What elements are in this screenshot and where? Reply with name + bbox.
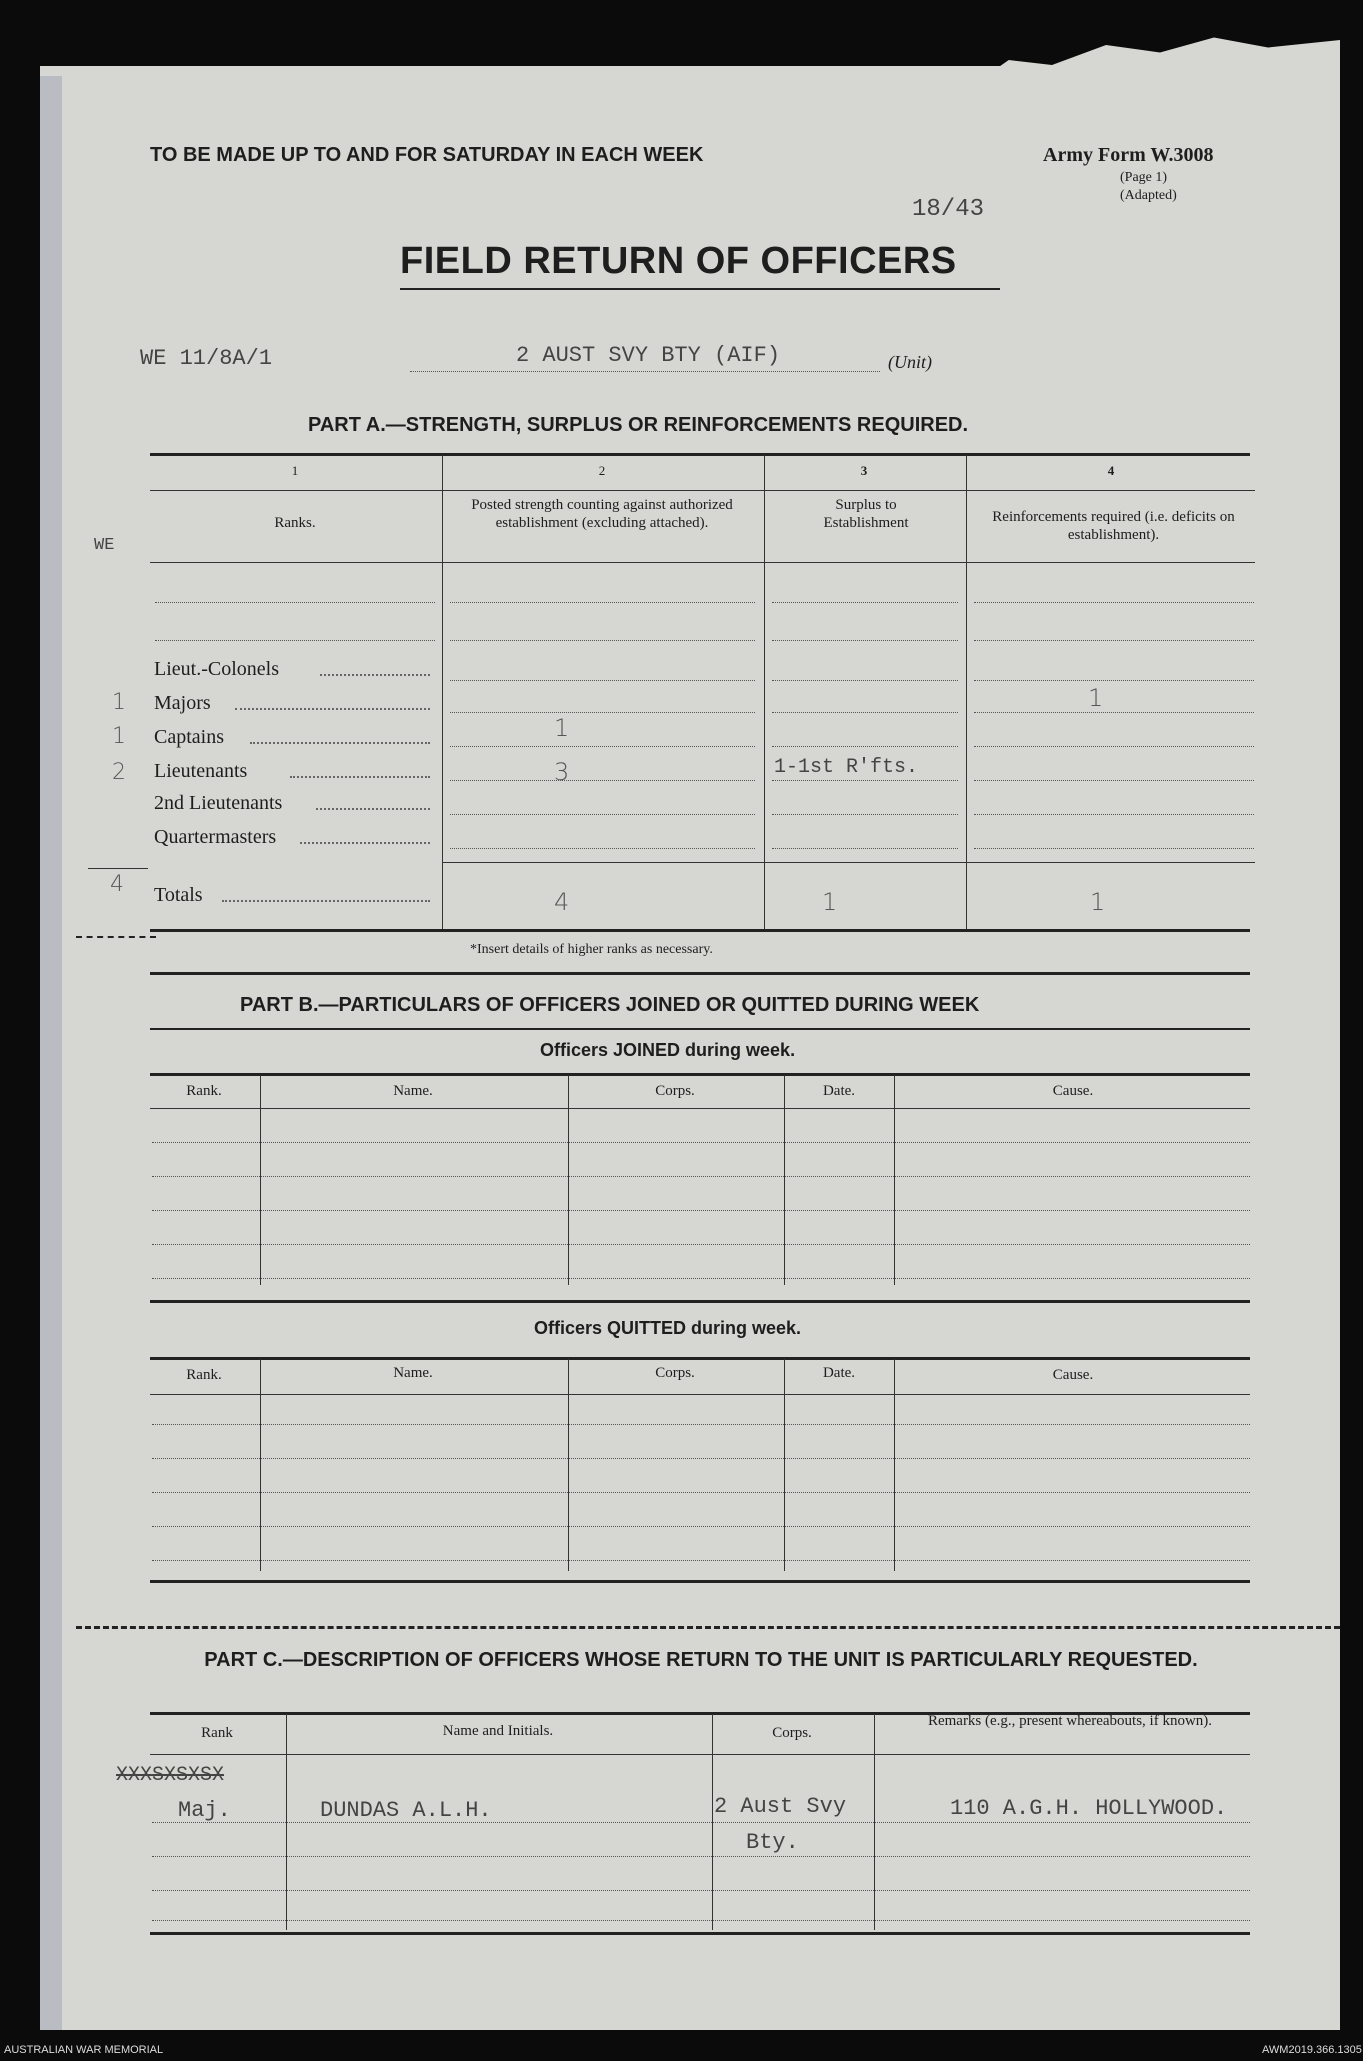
part-a-footnote: *Insert details of higher ranks as necessary. <box>470 942 713 957</box>
part-c-row-line <box>152 1920 1250 1921</box>
quitted-divider <box>894 1359 895 1571</box>
quitted-col-date: Date. <box>822 1365 856 1381</box>
rank-leader <box>250 742 430 744</box>
header-ranks: Ranks. <box>274 515 316 531</box>
title-underline <box>400 288 1000 290</box>
joined-divider <box>568 1075 569 1285</box>
quitted-row-line <box>152 1492 1250 1493</box>
blank-row-line <box>772 640 958 641</box>
margin-dash <box>76 936 156 938</box>
joined-heading: Officers JOINED during week. <box>540 1040 796 1060</box>
part-a-top-rule <box>150 453 1250 456</box>
row-line <box>772 680 958 681</box>
blank-row-line <box>155 602 435 603</box>
blank-row-line <box>772 602 958 603</box>
form-adapted: (Adapted) <box>1120 188 1177 203</box>
margin-we-label: WE <box>94 536 115 555</box>
joined-header-rule <box>150 1108 1250 1109</box>
quitted-col-corps: Corps. <box>655 1365 695 1381</box>
quitted-col-cause: Cause. <box>1052 1367 1094 1383</box>
row-line <box>974 746 1254 747</box>
entry-corps-line-1: 2 Aust Svy <box>714 1794 847 1819</box>
part-a-divider-2 <box>764 455 765 931</box>
joined-col-rank: Rank. <box>186 1083 222 1099</box>
joined-col-date: Date. <box>822 1083 856 1099</box>
quitted-top-rule <box>150 1357 1250 1360</box>
row-line <box>450 680 755 681</box>
quitted-divider <box>260 1359 261 1571</box>
archive-id: AWM2019.366.1305 <box>1262 2044 1362 2056</box>
joined-row-line <box>152 1244 1250 1245</box>
part-c-heading: PART C.—DESCRIPTION OF OFFICERS WHOSE RETURN TO THE UNIT IS PARTICULARLY REQUESTED. <box>204 1649 1198 1671</box>
row-line <box>772 780 958 781</box>
blank-row-line <box>974 602 1254 603</box>
quitted-divider <box>568 1359 569 1571</box>
col-number-4: 4 <box>1107 463 1115 478</box>
header-reinforcements: Reinforcements required (i.e. deficits on establishment). <box>992 509 1235 543</box>
blank-row-line <box>450 602 755 603</box>
quitted-col-name: Name. <box>393 1365 433 1381</box>
unit-dotted-line <box>410 371 880 372</box>
rank-label: Majors <box>154 692 211 714</box>
entry-remarks: 110 A.G.H. HOLLYWOOD. <box>950 1796 1228 1821</box>
quitted-row-line <box>152 1458 1250 1459</box>
joined-divider <box>894 1075 895 1285</box>
part-a-heading: PART A.—STRENGTH, SURPLUS OR REINFORCEMENTS REQUIRED. <box>308 414 969 436</box>
blank-row-line <box>974 640 1254 641</box>
posted-total: 4 <box>554 888 570 916</box>
joined-col-name: Name. <box>393 1083 433 1099</box>
quitted-header-rule <box>150 1394 1250 1395</box>
part-c-row-line <box>152 1822 1250 1823</box>
we-count: 2 <box>112 760 126 785</box>
totals-top-rule <box>442 862 1255 863</box>
part-b-heading-rule <box>150 1028 1250 1030</box>
row-line <box>772 848 958 849</box>
row-line <box>772 814 958 815</box>
joined-row-line <box>152 1176 1250 1177</box>
quitted-row-line <box>152 1424 1250 1425</box>
part-c-header-rule <box>150 1754 1250 1755</box>
we-count: 1 <box>112 724 126 749</box>
header-surplus: Surplus to Establishment <box>823 497 909 531</box>
blank-row-line <box>450 640 755 641</box>
we-reference: WE 11/8A/1 <box>140 346 273 371</box>
totals-leader <box>222 900 430 902</box>
joined-row-line <box>152 1142 1250 1143</box>
rank-leader <box>316 808 430 810</box>
entry-rank: Maj. <box>178 1798 231 1823</box>
joined-col-corps: Corps. <box>655 1083 695 1099</box>
row-line <box>974 848 1254 849</box>
quitted-col-rank: Rank. <box>186 1367 222 1383</box>
row-line <box>974 712 1254 713</box>
quitted-row-line <box>152 1526 1250 1527</box>
posted-value: 3 <box>554 758 570 786</box>
row-line <box>974 814 1254 815</box>
part-c-col-corps: Corps. <box>772 1725 812 1741</box>
reinforcements-total: 1 <box>1090 888 1106 916</box>
part-b-heading: PART B.—PARTICULARS OF OFFICERS JOINED OR QUITTED DURING WEEK <box>240 994 980 1016</box>
unit-label: (Unit) <box>888 352 932 372</box>
col-number-2: 2 <box>598 463 606 478</box>
rank-label: 2nd Lieutenants <box>154 792 283 814</box>
margin-total-rule <box>88 868 148 869</box>
rank-leader <box>300 842 430 844</box>
col-number-3: 3 <box>860 463 868 478</box>
torn-edge <box>980 30 1340 80</box>
part-a-divider-3 <box>966 455 967 931</box>
entry-corps-line-2: Bty. <box>746 1830 799 1855</box>
part-c-bottom-rule <box>150 1932 1250 1935</box>
rank-leader <box>320 674 430 676</box>
rank-leader <box>235 708 430 710</box>
paper-edge-strip <box>40 76 62 2030</box>
row-line <box>450 814 755 815</box>
joined-top-rule <box>150 1073 1250 1076</box>
part-b-top-rule <box>150 972 1250 975</box>
reference-number: 18/43 <box>912 196 985 223</box>
joined-row-line <box>152 1210 1250 1211</box>
tear-line <box>76 1626 1340 1629</box>
form-name: Army Form W.3008 <box>1043 144 1214 166</box>
joined-bottom-rule <box>150 1300 1250 1303</box>
form-page: (Page 1) <box>1120 170 1168 185</box>
part-a-header-rule <box>150 562 1255 563</box>
rank-label: Lieutenants <box>154 760 248 782</box>
row-line <box>450 746 755 747</box>
part-c-col-remarks: Remarks (e.g., present whereabouts, if known). <box>927 1713 1213 1729</box>
row-line <box>450 712 755 713</box>
part-a-bottom-rule <box>150 929 1250 932</box>
joined-divider <box>260 1075 261 1285</box>
surplus-total: 1 <box>822 888 838 916</box>
totals-label: Totals <box>154 884 203 906</box>
col-number-1: 1 <box>291 463 299 478</box>
quitted-heading: Officers QUITTED during week. <box>534 1318 802 1338</box>
struck-text: XXXSXSXSX <box>116 1764 225 1787</box>
part-a-divider-1 <box>442 455 443 931</box>
reinforcements-value: 1 <box>1088 684 1104 712</box>
rank-label: Captains <box>154 726 224 748</box>
header-posted-strength: Posted strength counting against authorized establishment (excluding attached). <box>471 497 733 531</box>
row-line <box>974 780 1254 781</box>
joined-divider <box>784 1075 785 1285</box>
row-line <box>772 746 958 747</box>
entry-name: DUNDAS A.L.H. <box>320 1798 492 1823</box>
row-line <box>450 780 755 781</box>
rank-label: Quartermasters <box>154 826 277 848</box>
part-c-col-name: Name and Initials. <box>442 1723 554 1739</box>
row-line <box>974 680 1254 681</box>
row-line <box>772 712 958 713</box>
rank-label: Lieut.-Colonels <box>154 658 279 680</box>
instruction-text: TO BE MADE UP TO AND FOR SATURDAY IN EACH WEEK <box>150 144 704 166</box>
part-c-row-line <box>152 1890 1250 1891</box>
we-total: 4 <box>110 872 124 897</box>
page-title: FIELD RETURN OF OFFICERS <box>400 240 957 282</box>
we-count: 1 <box>112 690 126 715</box>
part-a-number-rule <box>150 490 1255 491</box>
unit-value: 2 AUST SVY BTY (AIF) <box>516 343 781 368</box>
joined-col-cause: Cause. <box>1052 1083 1094 1099</box>
posted-value: 1 <box>554 714 570 742</box>
row-line <box>450 848 755 849</box>
rank-leader <box>290 776 430 778</box>
surplus-value: 1-1st R'fts. <box>774 756 919 779</box>
part-c-row-line <box>152 1856 1250 1857</box>
archive-credit: AUSTRALIAN WAR MEMORIAL <box>4 2044 164 2056</box>
joined-row-line <box>152 1278 1250 1279</box>
quitted-divider <box>784 1359 785 1571</box>
blank-row-line <box>155 640 435 641</box>
part-c-col-rank: Rank <box>201 1725 233 1741</box>
quitted-bottom-rule <box>150 1580 1250 1583</box>
quitted-row-line <box>152 1560 1250 1561</box>
